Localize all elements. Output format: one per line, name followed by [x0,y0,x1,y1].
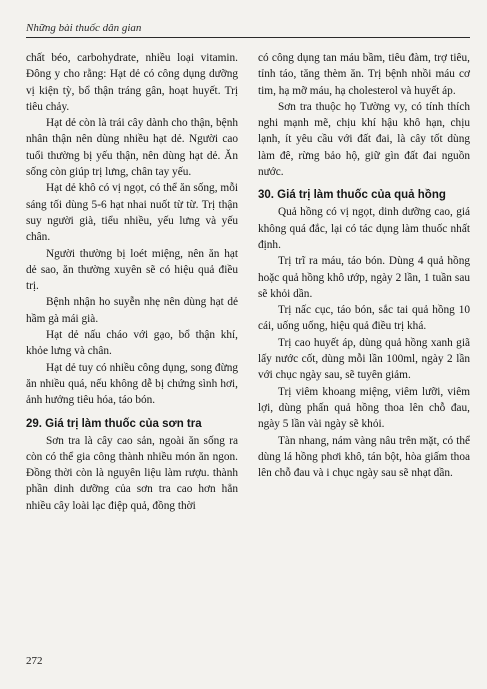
section-heading-29: 29. Giá trị làm thuốc của sơn tra [26,417,202,430]
paragraph: Trị trĩ ra máu, táo bón. Dùng 4 quả hồng hoặc quả hồng khô ướp, ngày 2 lần, 1 tuần sau sẽ khỏi dần. [258,255,470,300]
paragraph: Hạt dẻ tuy có nhiều công dụng, song đừng ăn nhiều quá, nếu không dễ bị chứng sình hơi, ảnh hưởng tiêu hóa, táo bón. [26,361,238,407]
paragraph: Hạt dẻ khô có vị ngọt, có thể ăn sống, mỗi sáng tối dùng 5-6 hạt nhai nuốt từ từ. Trị thận suy người già, tiểu nhiều, yếu lưng và yếu chân. [26,182,238,244]
page-number: 272 [26,655,43,667]
paragraph: Bệnh nhận ho suyễn nhẹ nên dùng hạt dẻ hầm gà mái già. [26,296,238,325]
paragraph: Hạt dẻ còn là trái cây dành cho thận, bệnh nhân thận nên dùng nhiều hạt dẻ. Người cao tuổi thường bị yếu thận, nên dùng hạt dẻ. Ăn sống còn giúp trị lưng, chân tay yếu. [26,117,238,179]
left-column [26,50,238,514]
paragraph: chất béo, carbohydrate, nhiều loại vitamin. Đông y cho rằng: Hạt dẻ có công dụng dưỡng vị kiện tỳ, bổ thận tráng gân, hoạt huyết. Trị tiêu chảy. [26,52,238,113]
paragraph: Hạt dẻ nấu cháo với gạo, bổ thận khí, khỏe lưng và chân. [26,329,238,358]
section-heading-30: 30. Giá trị làm thuốc của quả hồng [258,189,446,202]
paragraph: Sơn tra thuộc họ Tường vy, có tính thích nghi mạnh mẽ, chịu khí hậu khô hạn, chịu lạnh, ít yêu cầu với đất đai, là cây tốt dùng làm đê, rừng bảo hộ, giữ gìn đất đai nguồn nước. [258,100,470,179]
right-column [258,50,470,481]
paragraph: Trị nấc cục, táo bón, sắc tai quả hồng 10 cái, uống uống, hiệu quả điều trị khá. [258,304,470,333]
running-header [26,22,470,38]
paragraph: Tàn nhang, nám vàng nâu trên mặt, có thể dùng lá hồng phơi khô, tán bột, hòa giấm thoa lên chỗ đau và i chục ngày sau sẽ nhạt dần. [258,434,470,480]
paragraph: Quả hồng có vị ngọt, dinh dưỡng cao, giá không quá đắc, lại có tác dụng làm thuốc nhất định. [258,206,470,251]
paragraph: Sơn tra là cây cao sản, ngoài ăn sống ra còn có thể gia công thành nhiều món ăn ngon. Đồng thời còn là nguyên liệu làm rượu. thành phần dinh dưỡng của sơn tra cao hơn hẳn nhiều cây loài lạc điệp quả, đồng thời [26,434,238,512]
paragraph: có công dụng tan máu bầm, tiêu đàm, trợ tiêu, tỉnh táo, tăng thèm ăn. Trị bệnh nhồi máu cơ tim, hạ mỡ máu, hạ cholesterol và huyết áp. [258,52,470,97]
running-title: Những bài thuốc dân gian [26,22,142,34]
paragraph: Trị viêm khoang miệng, viêm lưỡi, viêm lợi, dùng phấn quả hồng thoa lên chỗ đau, ngày 5 lần vài ngày sẽ khỏi. [258,385,470,431]
paragraph: Người thường bị loét miệng, nên ăn hạt dẻ sao, ăn thường xuyên sẽ có hiệu quả điều trị. [26,247,238,293]
paragraph: Trị cao huyết áp, dùng quả hồng xanh giã lấy nước cốt, dùng mỗi lần 100ml, ngày 2 lần với chục ngày sau, sẽ tuyên giảm. [258,336,470,382]
